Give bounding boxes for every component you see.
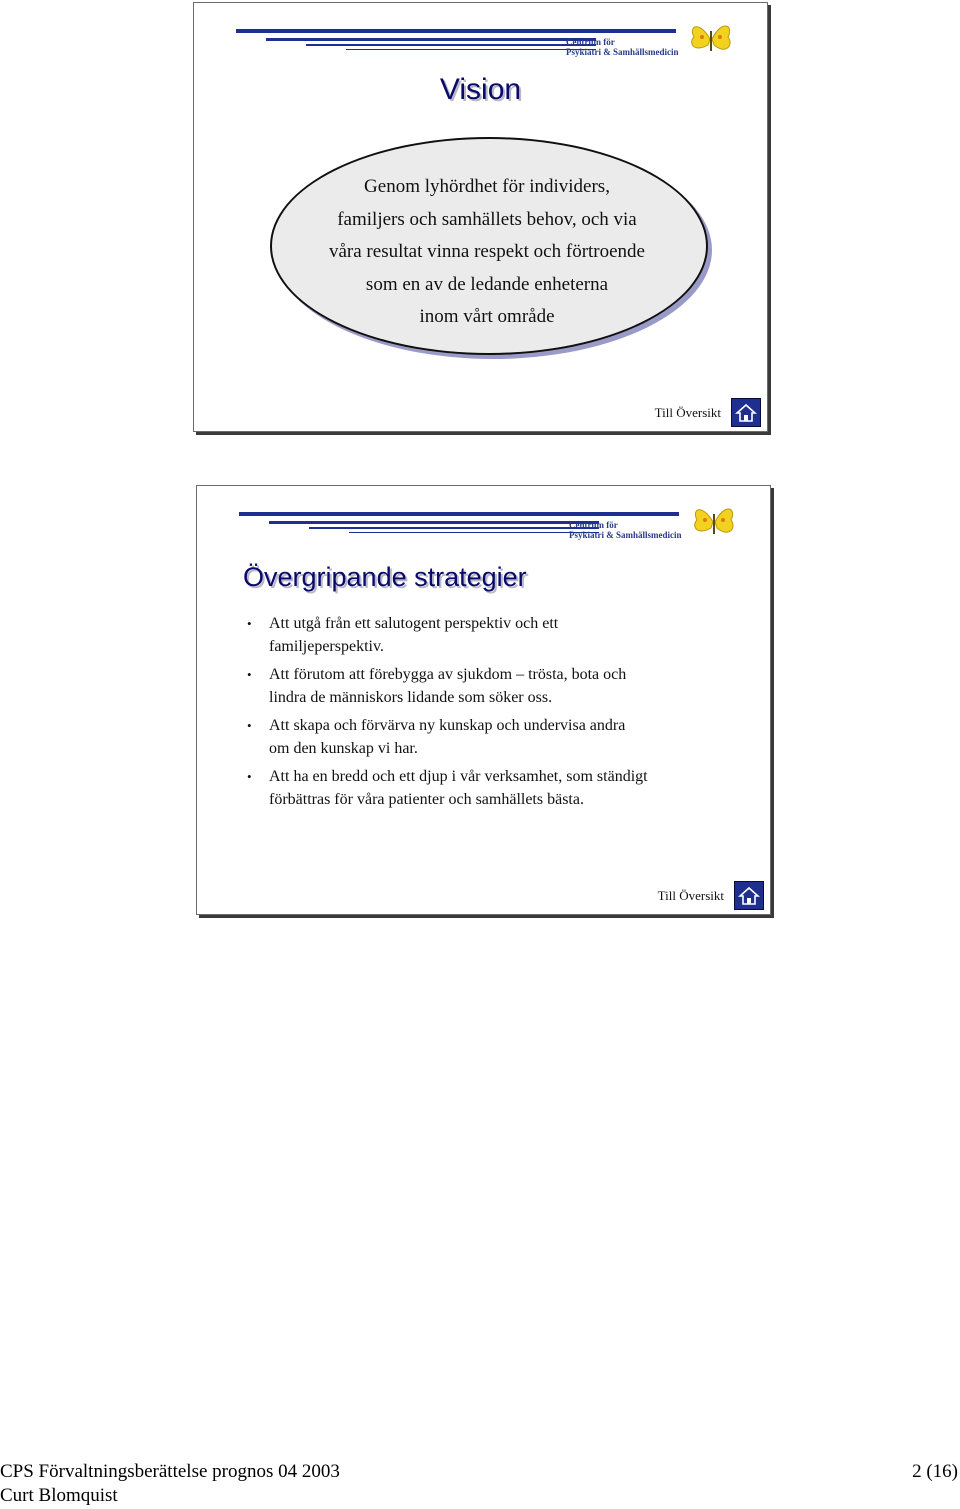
- slide-vision: [193, 2, 768, 432]
- author-name: Curt Blomquist: [0, 1485, 118, 1506]
- list-item: • Att förutom att förebygga av sjukdom – trösta, bota och lindra de människors lidande som söker oss.: [247, 663, 757, 709]
- page-number: 2 (16): [912, 1461, 958, 1482]
- header-logo-text: Centrum för Psykiatri & Samhällsmedicin: [566, 37, 679, 57]
- home-button[interactable]: [734, 881, 764, 910]
- butterfly-logo-icon: [689, 500, 739, 544]
- vision-line: Genom lyhördhet för individers,: [364, 176, 610, 197]
- overview-nav[interactable]: [655, 398, 761, 427]
- overview-link[interactable]: Till Översikt: [657, 887, 724, 903]
- document-title: CPS Förvaltningsberättelse prognos 04 2003: [0, 1461, 340, 1482]
- list-item: • Att utgå från ett salutogent perspektiv och ett familjeperspektiv.: [247, 612, 757, 658]
- vision-statement: [270, 171, 704, 334]
- home-icon: [738, 886, 760, 906]
- overview-link[interactable]: Till Översikt: [654, 404, 721, 420]
- slide-title: Övergripande strategier: [243, 562, 527, 592]
- vision-line: som en av de ledande enheterna: [365, 273, 609, 295]
- header-logo-text: Centrum för Psykiatri & Samhällsmedicin: [569, 520, 682, 540]
- vision-line: våra resultat vinna respekt och förtroende: [328, 241, 645, 262]
- list-item: • Att ha en bredd och ett djup i vår verksamhet, som ständigt förbättras för våra patienter och samhällets bästa.: [247, 765, 757, 811]
- vision-line: familjers och samhällets behov, och via: [337, 208, 637, 230]
- vision-line: inom vårt område: [419, 306, 555, 327]
- slide-strategies: [196, 485, 771, 915]
- list-item: • Att skapa och förvärva ny kunskap och undervisa andra om den kunskap vi har.: [247, 714, 757, 760]
- home-icon: [735, 403, 757, 423]
- home-button[interactable]: [731, 398, 761, 427]
- strategy-list: [247, 612, 757, 816]
- overview-nav[interactable]: [658, 881, 764, 910]
- slide-title: Vision: [439, 73, 522, 106]
- butterfly-logo-icon: [686, 17, 736, 61]
